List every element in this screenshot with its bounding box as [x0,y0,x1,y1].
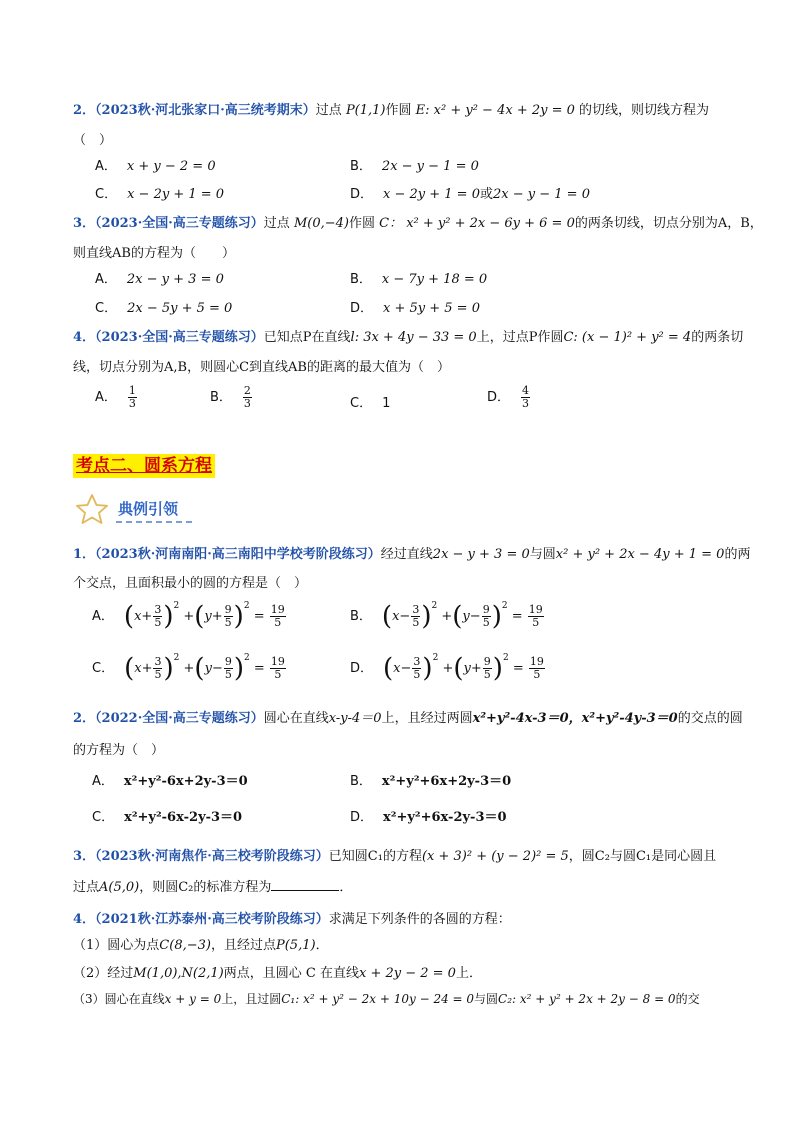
fraction-denominator: 5 [154,668,162,681]
var-y: y [462,609,470,624]
option-label: B． [350,774,372,789]
equals: = [511,609,523,624]
question-stem: 过点 [263,216,290,231]
sub-item-2 [73,962,482,981]
question-number: 1． [73,547,96,562]
question-source: （2023·全国·高三专题练习） [95,330,264,345]
question-stem: 与圆 [529,547,556,562]
option-text: x − 2y + 1 = 0 [127,187,225,202]
answer-blank[interactable] [271,878,339,891]
question-3-line2: 则直线AB的方程为（ ） [73,246,235,261]
question-source: （2023·全国·高三专题练习） [95,216,264,231]
fraction [411,604,420,629]
math-point: P(1,1) [345,103,386,118]
fraction-numerator: 19 [270,603,285,616]
paren-close: ) [233,653,244,684]
option-label: C． [350,396,373,411]
var-y: y [463,661,471,676]
sign: − [400,661,412,676]
exponent: 2 [243,601,250,611]
question-source: （2022·全国·高三专题练习） [95,711,264,726]
paren-open: ( [453,653,464,684]
fraction-numerator: 1 [128,384,136,397]
fraction-denominator: 5 [154,616,162,629]
question-number: 2． [73,711,96,726]
question-number: 3． [73,216,96,231]
sub-item-text: 两点，且圆心 C 在直线 [223,966,359,981]
var-x: x [134,609,142,624]
option-a [92,770,248,789]
fraction-denominator: 5 [482,616,490,629]
fraction-numerator: 9 [224,655,232,668]
sub-item-index: （2） [73,966,108,981]
plus: + [183,661,195,676]
option-fraction [128,385,137,410]
equals: = [253,661,265,676]
fraction-numerator: 9 [224,603,232,616]
paren-open: ( [194,601,205,632]
sign: + [141,609,153,624]
s2-question-1-line2: 个交点，且面积最小的圆的方程是（ ） [73,576,308,591]
question-stem: 作圆 [348,216,375,231]
math-line: x-y-4＝0 [328,711,382,726]
question-stem: 过点 [315,103,342,118]
fraction-numerator: 19 [529,655,544,668]
fraction-denominator: 5 [224,616,232,629]
question-source: （2023秋·河南焦作·高三校考阶段练习） [95,849,329,864]
answer-paren: （ ） [73,133,113,148]
option-d [350,653,546,682]
paren-open: ( [123,601,135,632]
var-y: y [204,661,212,676]
question-stem: ． [339,880,353,895]
fraction-denominator: 3 [522,397,530,410]
sign: + [470,661,482,676]
math-point: C(8,−3) [159,938,211,953]
var-x: x [134,661,142,676]
sub-item-text: 圆心为点 [107,938,160,953]
question-number: 4． [73,912,96,927]
option-d [350,806,507,825]
math-circle: C₂: x² + y² + 2x + 2y − 8 = 0 [498,992,676,1006]
option-b [350,770,511,789]
plus: + [442,661,454,676]
option-text: 2x − y − 1 = 0 [493,187,590,202]
fraction-numerator: 2 [243,384,251,397]
s2-question-3 [73,845,716,864]
exponent: 2 [501,601,508,611]
fraction [224,604,233,629]
fraction-numerator: 19 [270,655,285,668]
exponent: 2 [432,653,439,663]
question-stem: 的两条切 [691,330,744,345]
fraction [270,656,286,681]
section-title: 考点二、圆系方程 [73,454,215,478]
sub-item-text: 的交 [675,992,700,1006]
option-label: A． [95,390,117,405]
question-stem: 已知点P在直线 [263,330,351,345]
option-label: B． [210,390,232,405]
option-text: x²+y²+6x-2y-3＝0 [383,810,507,825]
sub-item-3 [73,990,700,1007]
exponent: 2 [502,653,509,663]
math-line: x + y = 0 [164,992,222,1006]
paren-close: ) [233,601,244,632]
s2-question-3-line2 [73,876,352,895]
math-circles: x²+y²-4x-3＝0，x²+y²-4y-3＝0 [472,711,678,726]
paren-open: ( [194,653,205,684]
exponent: 2 [431,601,438,611]
exponent: 2 [173,653,180,663]
sub-item-text: 上． [455,966,482,981]
math-line: l: 3x + 4y − 33 = 0 [350,330,477,345]
question-number: 4． [73,330,96,345]
fraction-denominator: 5 [274,668,282,681]
option-text: x²+y²-6x-2y-3＝0 [124,810,243,825]
fraction-numerator: 9 [483,655,491,668]
question-stem: 的交点的圆 [677,711,743,726]
question-source: （2023秋·河北张家口·高三统考期末） [95,103,316,118]
option-text: 1 [382,396,391,411]
fraction-denominator: 5 [274,616,282,629]
sign: − [211,661,223,676]
fraction-denominator: 3 [128,397,136,410]
option-label: D． [350,661,374,676]
question-stem: ，圆C₂与圆C₁是同心圆且 [568,849,717,864]
option-text: 2x − 5y + 5 = 0 [127,301,233,316]
math-points: M(1,0),N(2,1) [133,966,224,981]
option-b [350,268,487,287]
fraction [528,604,544,629]
option-label: B． [350,272,372,287]
math-circle: C： x² + y² + 2x − 6y + 6 = 0 [379,216,575,231]
fraction-denominator: 3 [243,397,251,410]
question-stem: 上，过点P作圆 [476,330,564,345]
math-point: A(5,0) [99,880,140,895]
paren-open: ( [452,601,463,632]
option-text: 2x − y − 1 = 0 [381,159,479,174]
option-a [95,268,224,287]
option-label: D． [487,390,511,405]
var-x: x [392,609,400,624]
example-heading-underline [116,521,192,523]
fraction-numerator: 3 [154,603,162,616]
option-d [350,183,590,202]
option-connector: 或 [479,187,493,202]
option-a [95,385,138,410]
question-stem: 求满足下列条件的各圆的方程： [328,912,511,927]
question-stem: 作圆 [385,103,412,118]
option-text: 2x − y + 3 = 0 [126,272,224,287]
question-number: 2． [73,103,96,118]
fraction [529,656,545,681]
question-stem: 过点 [73,880,100,895]
sub-item-text: ，且经过点 [210,938,276,953]
s2-question-2-line2: 的方程为（ ） [73,743,165,758]
question-number: 3． [73,849,96,864]
exponent: 2 [244,653,250,663]
fraction [224,656,233,681]
option-label: C． [92,661,115,676]
option-text: x + 5y + 5 = 0 [383,301,480,316]
sub-item-text: 与圆 [474,992,499,1006]
question-stem: 经过直线 [380,547,433,562]
option-label: B． [350,159,372,174]
option-label: A． [92,774,114,789]
option-label: A． [92,609,114,624]
math-circle: (x + 3)² + (y − 2)² = 5 [421,849,569,864]
math-point: P(5,1) [275,938,316,953]
sub-item-index: （3） [73,992,105,1006]
option-text: x − 2y + 1 = 0 [383,187,480,202]
option-label: D． [350,301,374,316]
fraction [153,656,162,681]
fraction-denominator: 5 [224,668,232,681]
option-text: x²+y²+6x+2y-3＝0 [381,774,512,789]
equals: = [253,609,265,624]
option-c [95,183,224,202]
sub-item-1 [73,934,329,953]
fraction-denominator: 5 [533,668,541,681]
question-stem: ，则圆C₂的标准方程为 [139,880,272,895]
paren-close: ) [492,653,503,684]
option-b [210,385,253,410]
paren-close: ) [491,601,502,632]
fraction-denominator: 5 [412,616,420,629]
option-c [92,806,242,825]
question-3 [73,212,763,231]
plus: + [441,609,453,624]
option-label: B． [350,609,372,624]
fraction [412,656,421,681]
option-text: x − 7y + 18 = 0 [381,272,488,287]
sub-item-text: ． [315,938,329,953]
option-d [487,385,531,410]
sub-item-text: 上，且过圆 [221,992,282,1006]
fraction-numerator: 4 [522,384,530,397]
s2-question-2 [73,707,743,726]
paren-close: ) [163,653,174,684]
question-4-line2: 线，切点分别为A,B，则圆心C到直线AB的距离的最大值为（ ） [73,360,450,375]
paren-close: ) [422,653,433,684]
math-line: 2x − y + 3 = 0 [432,547,530,562]
question-2 [73,99,709,118]
paren-open: ( [381,601,393,632]
paren-open: ( [383,653,394,684]
fraction-numerator: 3 [413,655,421,668]
sign: − [399,609,411,624]
math-circle: C₁: x² + y² − 2x + 10y − 24 = 0 [281,992,475,1006]
s2-question-1 [73,543,750,562]
math-circle: C: (x − 1)² + y² = 4 [563,330,692,345]
option-c [95,297,232,316]
paren-close: ) [163,601,174,632]
option-b [350,601,545,630]
fraction [482,604,491,629]
var-x: x [393,661,401,676]
var-y: y [204,609,212,624]
option-label: D． [350,810,374,825]
question-source: （2023秋·河南南阳·高三南阳中学校考阶段练习） [95,547,381,562]
fraction [483,656,492,681]
option-a [95,155,216,174]
sub-item-text: 圆心在直线 [104,992,165,1006]
question-source: （2021秋·江苏泰州·高三校考阶段练习） [95,912,329,927]
question-stem: 上，且经过两圆 [381,711,473,726]
fraction-denominator: 5 [483,668,491,681]
question-stem: 已知圆C₁的方程 [328,849,422,864]
option-b [350,155,479,174]
option-label: C． [92,810,115,825]
math-circle: x² + y² + 2x − 4y + 1 = 0 [555,547,725,562]
question-stem: 的切线，则切线方程为 [579,103,710,118]
s2-question-4 [73,908,511,927]
option-text: x + y − 2 = 0 [126,159,216,174]
fraction [153,604,162,629]
paren-open: ( [124,653,135,684]
fraction-numerator: 3 [154,655,162,668]
math-point: M(0,−4) [293,216,349,231]
paren-close: ) [421,601,432,632]
sign: + [211,609,223,624]
option-label: C． [95,187,118,202]
option-c [350,392,390,411]
math-line: x + 2y − 2 = 0 [358,966,456,981]
option-text: x²+y²-6x+2y-3＝0 [123,774,248,789]
option-label: D． [350,187,374,202]
option-a [92,601,287,630]
option-label: C． [95,301,118,316]
sign: + [141,661,153,676]
sign: − [469,609,481,624]
option-d [350,297,480,316]
question-stem: 圆心在直线 [263,711,329,726]
option-label: A． [95,272,117,287]
equals: = [512,661,524,676]
plus: + [183,609,195,624]
fraction-denominator: 5 [413,668,421,681]
fraction [270,604,286,629]
option-label: A． [95,159,117,174]
question-stem: 的两条切线，切点分别为A，B， [574,216,763,231]
fraction-numerator: 9 [482,603,490,616]
option-fraction [521,385,530,410]
example-heading: 典例引领 [118,500,179,518]
fraction-numerator: 19 [528,603,543,616]
option-c [92,653,287,682]
question-stem: 的两 [724,547,751,562]
fraction-denominator: 5 [532,616,540,629]
sub-item-index: （1） [73,938,108,953]
option-fraction [243,385,252,410]
math-circle: E: x² + y² − 4x + 2y = 0 [415,103,575,118]
exponent: 2 [173,601,180,611]
star-icon [75,493,109,525]
fraction-numerator: 3 [412,603,420,616]
sub-item-text: 经过 [107,966,134,981]
question-4 [73,326,743,345]
